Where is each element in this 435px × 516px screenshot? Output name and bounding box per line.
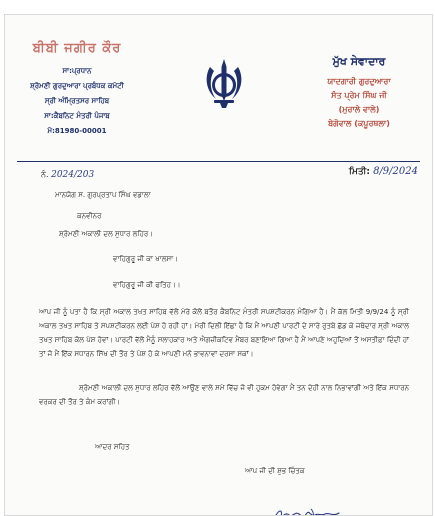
khanda-icon bbox=[202, 57, 246, 109]
reference-number bbox=[41, 170, 94, 180]
reference-prefix: ਨੰ. bbox=[41, 170, 49, 179]
sender-title-line: ਸਾ:ਕੈਬਨਿਟ ਮੰਤਰੀ ਪੰਜਾਬ bbox=[44, 112, 110, 120]
letterhead-right bbox=[292, 55, 426, 131]
signature-image bbox=[273, 505, 343, 516]
sender-title-line: ਸ਼੍ਰੋਮਣੀ ਗੁਰਦੁਆਰਾ ਪ੍ਰਬੰਧਕ ਕਮੇਟੀ bbox=[30, 82, 124, 90]
sender-title-line: ਸਾ:ਪ੍ਰਧਾਨ bbox=[62, 67, 92, 75]
sender-phone: ਮੋ:81980-00001 bbox=[47, 127, 107, 135]
closing: ਆਦਰ ਸਹਿਤ bbox=[95, 443, 130, 451]
sender-title-line: ਸ੍ਰੀ ਅੰਮ੍ਰਿਤਸਰ ਸਾਹਿਬ bbox=[44, 97, 110, 105]
greeting-line: ਵਾਹਿਗੁਰੂ ਜੀ ਕੀ ਫਤਿਹ।। bbox=[113, 281, 181, 289]
letter-sheet bbox=[4, 14, 433, 516]
organization: ਸ਼੍ਰੋਮਣੀ ਅਕਾਲੀ ਦਲ ਸੁਧਾਰ ਲਹਿਰ। bbox=[59, 230, 153, 238]
reference-value: 2024/203 bbox=[51, 170, 95, 180]
header-divider bbox=[17, 161, 420, 162]
sewadar-title: ਮੁੱਖ ਸੇਵਾਦਾਰ bbox=[332, 55, 386, 68]
gurdwara-line: (ਮੁਰਾਲੇ ਵਾਲੇ) bbox=[338, 105, 380, 114]
letterhead-left bbox=[7, 41, 147, 139]
sender-name: ਬੀਬੀ ਜਗੀਰ ਕੌਰ bbox=[32, 41, 122, 56]
addressee-designation: ਕਨਵੀਨਰ bbox=[77, 212, 102, 220]
body-paragraph: ਆਪ ਜੀ ਨੂੰ ਪਤਾ ਹੈ ਕਿ ਸ੍ਰੀ ਅਕਾਲ ਤਖਤ ਸਾਹਿਬ ਵੱਲੋਂ ਮੇਰੇ ਕੋਲੋਂ ਬਤੌਰ ਕੈਬਨਿਟ ਮੰਤਰੀ ਸਪਸ਼ਟੀਕਰਨ ਮੰਗਿਆ ਹੈ। ਮੈਂ ਕੱਲ ਮਿਤੀ 9/9/24 ਨੂੰ ਸ੍ਰੀ ਅਕਾਲ ਤਖਤ ਸਾਹਿਬ ਤੇ ਸਪਸ਼ਟੀਕਰਨ ਲਈ ਪੇਸ਼ ਹੋ ਰਹੀ ਹਾਂ। ਮੇਰੀ ਦਿਲੀ ਇੱਛਾ ਹੈ ਕਿ ਮੈਂ ਆਪਣੀ ਪਾਰਟੀ ਦੇ ਸਾਰੇ ਰੁਤਬੇ ਛੱਡ ਕੇ ਜਥੇਦਾਰ ਸ੍ਰੀ ਅਕਾਲ ਤਖਤ ਸਾਹਿਬ ਕੋਲ ਪੇਸ਼ ਹੋਵਾਂ। ਪਾਰਟੀ ਵੱਲੋਂ ਮੈਨੂੰ ਸਲਾਹਕਾਰ ਅਤੇ ਐਗਜ਼ੀਕਟਿਵ ਮੈਂਬਰ ਬਣਾਇਆ ਗਿਆ ਹੈ ਮੈਂ ਆਪਣੇ ਅਹੁਦਿਆਂ ਤੋਂ ਅਸਤੀਫ਼ਾ ਦਿੰਦੀ ਹਾਂ ਤਾਂ ਜੋ ਮੈਂ ਇੱਕ ਸਧਾਰਨ ਸਿੱਖ ਦੀ ਤੌਰ ਤੇ ਪੇਸ਼ ਹੋ ਕੇ ਆਪਣੀ ਮਨੋ ਭਾਵਨਾਵਾਂ ਦਰਸਾ ਸਕਾਂ। bbox=[39, 308, 409, 358]
gurdwara-line: ਸੰਤ ਪ੍ਰੇਮ ਸਿੰਘ ਜੀ bbox=[331, 91, 387, 100]
date-label: ਮਿਤੀ bbox=[349, 167, 367, 177]
letter-date: ਮਿਤੀ: 8/9/2024 bbox=[349, 166, 418, 177]
gurdwara-line: ਯਾਦਗਾਰੀ ਗੁਰਦੁਆਰਾ bbox=[327, 77, 391, 86]
sign-off: ਆਪ ਜੀ ਦੀ ਸ਼ੁਭ ਚਿੰਤਕ bbox=[245, 467, 305, 475]
addressee: ਮਾਨਯੋਗ ਸ. ਗੁਰਪ੍ਰਤਾਪ ਸਿੰਘ ਵਡਾਲਾ bbox=[55, 191, 151, 199]
greeting-line: ਵਾਹਿਗੁਰੂ ਜੀ ਕਾ ਖਾਲਸਾ। bbox=[113, 255, 178, 263]
date-value: 8/9/2024 bbox=[373, 166, 418, 177]
gurdwara-location: ਬੇਗੋਵਾਲ (ਕਪੂਰਥਲਾ) bbox=[328, 119, 390, 128]
body-paragraph: ਸ਼੍ਰੋਮਣੀ ਅਕਾਲੀ ਦਲ ਸੁਧਾਰ ਲਹਿਰ ਵੱਲੋਂ ਆਉਣ ਵਾਲੇ ਸਮੇਂ ਵਿੱਚ ਜੋ ਵੀ ਹੁਕਮ ਹੋਵੇਗਾ ਮੈਂ ਤਨ ਦੇਹੀ ਨਾਲ ਨਿਭਾਵਾਂਗੀ ਅਤੇ ਇੱਕ ਸਧਾਰਨ ਵਰਕਰ ਦੀ ਤੌਰ ਤੇ ਕੰਮ ਕਰਾਂਗੀ। bbox=[39, 384, 409, 406]
